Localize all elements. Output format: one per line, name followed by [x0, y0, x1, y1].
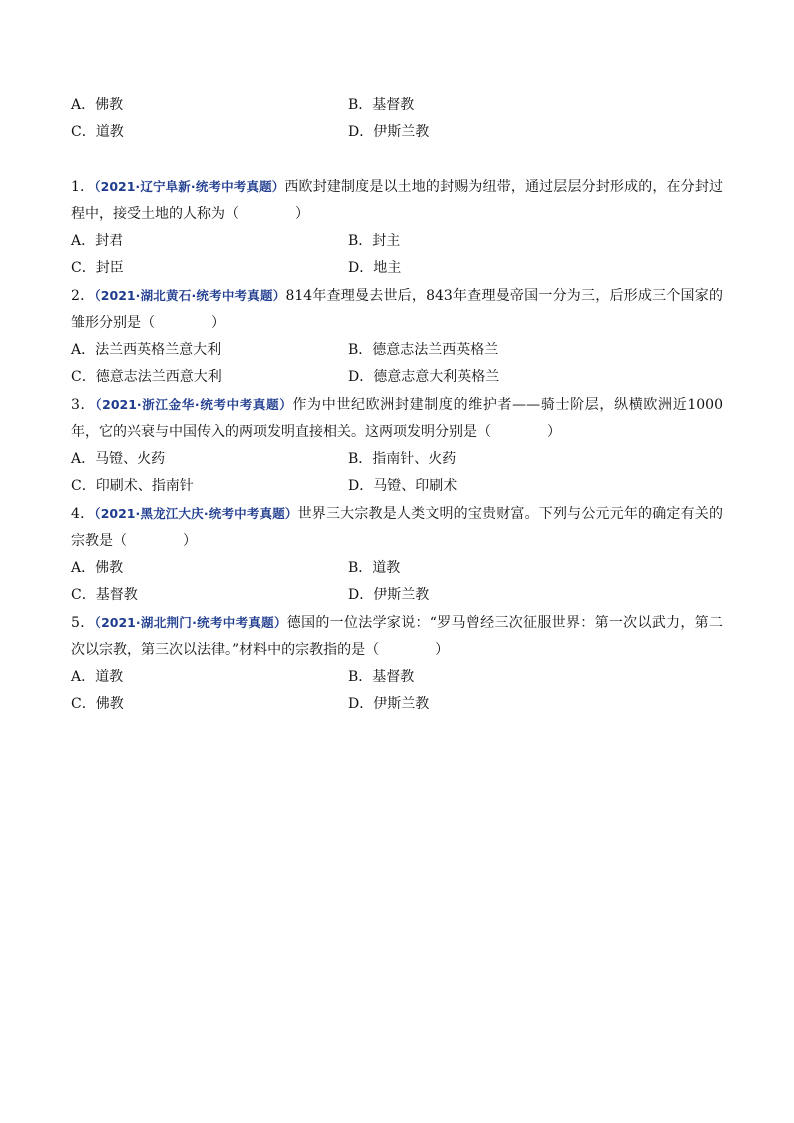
option-d: D．马镫、印刷术 [348, 478, 458, 494]
question-source: （2021·黑龙江大庆·统考中考真题） [94, 506, 298, 521]
option-d: D．地主 [348, 260, 402, 276]
question-number: 5． [71, 615, 95, 631]
option-row [71, 92, 723, 119]
question-4 [71, 500, 723, 555]
option-b: B．基督教 [348, 669, 415, 685]
question-text: 世界三大宗教是人类文明的宝贵财富。下列与公元元年的确定有关的宗教是（ ） [71, 506, 723, 549]
question-source: （2021·湖北黄石·统考中考真题） [94, 288, 286, 303]
question-text: 作为中世纪欧洲封建制度的维护者——骑士阶层，纵横欧洲近1000年，它的兴衰与中国传入的两项发明直接相关。这两项发明分别是（ ） [71, 397, 723, 440]
option-row [71, 255, 723, 282]
option-a: A．道教 [71, 669, 124, 685]
option-d: D．德意志意大利英格兰 [348, 369, 500, 385]
option-c: C．印刷术、指南针 [71, 478, 194, 494]
question-text: 西欧封建制度是以土地的封赐为纽带，通过层层分封形成的，在分封过程中，接受土地的人称为（ ） [71, 179, 723, 222]
option-row [71, 473, 723, 500]
question-source: （2021·辽宁阜新·统考中考真题） [94, 179, 285, 194]
question-list [71, 92, 723, 718]
question-2 [71, 282, 723, 337]
question-number: 3． [71, 397, 96, 413]
option-b: B．德意志法兰西英格兰 [348, 342, 499, 358]
option-a: A．马镫、火药 [71, 451, 166, 467]
option-b: B．基督教 [348, 97, 415, 113]
question-3 [71, 391, 723, 446]
option-c: C．封臣 [71, 260, 124, 276]
option-row [71, 364, 723, 391]
option-b: B．封主 [348, 233, 401, 249]
question-text: 德国的一位法学家说：“罗马曾经三次征服世界：第一次以武力，第二次以宗教，第三次以法律。”材料中的宗教指的是（ ） [71, 615, 723, 658]
option-c: C．佛教 [71, 696, 124, 712]
question-number: 2． [71, 288, 95, 304]
question-text: 814年查理曼去世后，843年查理曼帝国一分为三，后形成三个国家的雏形分别是（ ） [71, 288, 723, 331]
option-row [71, 582, 723, 609]
option-row [71, 119, 723, 146]
option-row [71, 555, 723, 582]
spacer [71, 146, 723, 173]
option-row [71, 228, 723, 255]
question-1 [71, 173, 723, 228]
question-source: （2021·浙江金华·统考中考真题） [95, 397, 293, 412]
question-5 [71, 609, 723, 664]
option-c: C．道教 [71, 124, 124, 140]
option-d: D．伊斯兰教 [348, 696, 430, 712]
option-b: B．道教 [348, 560, 401, 576]
option-row [71, 664, 723, 691]
option-c: C．基督教 [71, 587, 138, 603]
option-d: D．伊斯兰教 [348, 587, 430, 603]
option-row [71, 446, 723, 473]
option-d: D．伊斯兰教 [348, 124, 430, 140]
question-number: 4． [71, 506, 95, 522]
option-row [71, 691, 723, 718]
option-a: A．封君 [71, 233, 124, 249]
question-number: 1． [71, 179, 95, 195]
option-a: A．佛教 [71, 560, 124, 576]
option-row [71, 337, 723, 364]
question-source: （2021·湖北荆门·统考中考真题） [94, 615, 287, 630]
option-a: A．佛教 [71, 97, 124, 113]
option-a: A．法兰西英格兰意大利 [71, 342, 222, 358]
option-b: B．指南针、火药 [348, 451, 457, 467]
option-c: C．德意志法兰西意大利 [71, 369, 222, 385]
